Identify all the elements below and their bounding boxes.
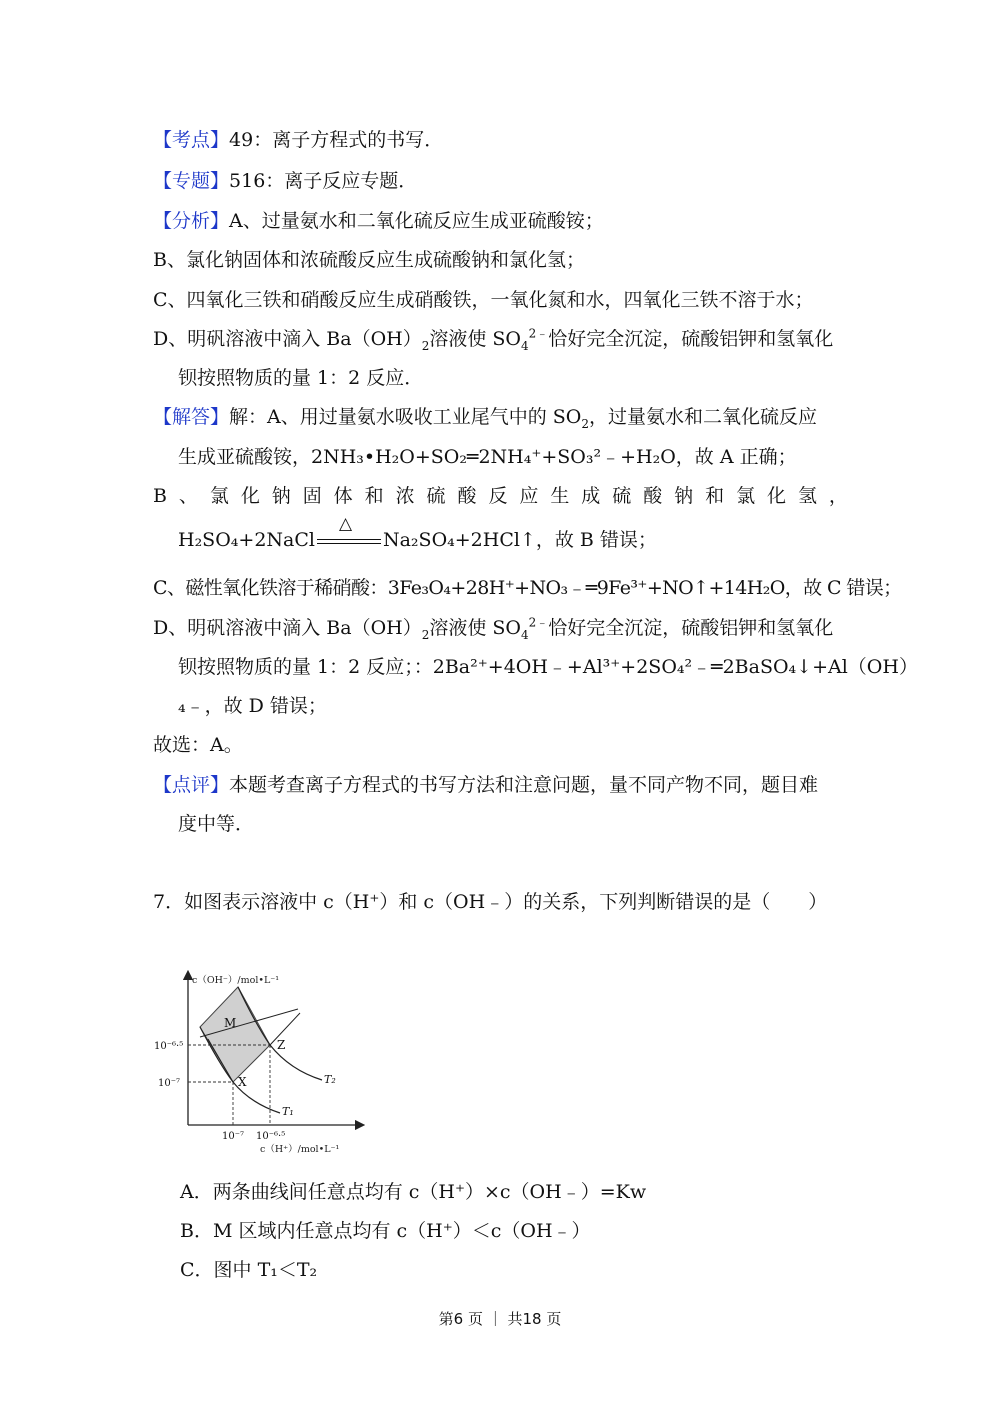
jieda-d1-sub2: 4: [521, 627, 529, 642]
fenxi-d1-sup: 2﹣: [528, 326, 549, 341]
guxuan: 故选：A。: [153, 734, 243, 756]
jieda-d2: 钡按照物质的量 1：2 反应；：2Ba²⁺+4OH﹣+Al³⁺+2SO₄²﹣═2BaSO₄↓+Al（OH）: [178, 656, 918, 678]
jieda-b1-char: 酸: [457, 485, 477, 507]
zhuanti-line: [153, 169, 417, 193]
jieda-b1-char: 和: [705, 485, 725, 507]
y-tick-low: 10⁻⁷: [158, 1078, 181, 1089]
option-c: C．图中 T₁＜T₂: [180, 1259, 318, 1281]
jieda-d1-sup: 2﹣: [528, 615, 549, 630]
jieda-b1-char: 硫: [426, 485, 446, 507]
fenxi-tag: 【分析】: [153, 210, 230, 232]
jieda-b1-char: 体: [333, 485, 353, 507]
fenxi-d-line1: [153, 327, 833, 351]
fenxi-c: C、四氧化三铁和硝酸反应生成硝酸铁，一氧化氮和水，四氧化三铁不溶于水；: [153, 289, 814, 311]
question-stem: 7．如图表示溶液中 c（H⁺）和 c（OH﹣）的关系，下列判断错误的是（ ）: [153, 891, 828, 913]
jieda-b1-char: 固: [302, 485, 322, 507]
option-b: B．M 区域内任意点均有 c（H⁺）＜c（OH﹣）: [180, 1220, 591, 1242]
zhuanti-text: 516：离子反应专题．: [229, 170, 418, 192]
x-tick-low: 10⁻⁷: [222, 1131, 245, 1142]
x-axis-label: c（H⁺）/mol•L⁻¹: [260, 1144, 340, 1155]
zhuanti-tag: 【专题】: [153, 170, 230, 192]
jieda-a2: 生成亚硫酸铵，2NH₃•H₂O+SO₂═2NH₄⁺+SO₃²﹣+H₂O，故 A 正确；: [178, 446, 797, 468]
jieda-a1-post: ，过量氨水和二氧化硫反应: [589, 406, 818, 428]
option-a: A．两条曲线间任意点均有 c（H⁺）×c（OH﹣）=Kw: [180, 1181, 647, 1203]
jieda-b1-char: 化: [767, 485, 787, 507]
jieda-b1-char: 化: [240, 485, 260, 507]
fenxi-d2: 钡按照物质的量 1：2 反应．: [178, 367, 424, 389]
dianping-line1: [153, 773, 818, 797]
jieda-d1-pre: D、明矾溶液中滴入 Ba（OH）: [153, 617, 422, 639]
jieda-a1-sub: 2: [581, 416, 590, 431]
region-m-label: M: [224, 1016, 237, 1030]
jieda-b2-left: H₂SO₄+2NaCl: [178, 529, 315, 551]
dianping-l2: 度中等．: [178, 813, 255, 835]
kaodian-text: 49：离子方程式的书写．: [229, 129, 444, 151]
jieda-b1-char: 、: [178, 485, 198, 507]
jieda-b1-char: 钠: [674, 485, 694, 507]
fenxi-b: B、氯化钠固体和浓硫酸反应生成硫酸钠和氯化氢；: [153, 249, 585, 271]
curve-t2-label: T₂: [324, 1073, 336, 1086]
y-axis-label: c（OH⁻）/mol•L⁻¹: [192, 975, 280, 986]
jieda-a1-pre: 解：A、用过量氨水吸收工业尾气中的 SO: [229, 406, 582, 428]
jieda-b1-char: 氯: [209, 485, 229, 507]
jieda-b1-char: ，: [828, 485, 848, 507]
dianping-tag: 【点评】: [153, 774, 230, 796]
jieda-d1-sub: 2: [421, 627, 430, 642]
jieda-b1-char: 生: [550, 485, 570, 507]
jieda-b1-char: B: [153, 485, 167, 507]
jieda-d-line1: [153, 616, 833, 640]
dianping-l1: 本题考查离子方程式的书写方法和注意问题，量不同产物不同，题目难: [229, 774, 819, 796]
fenxi-d1-pre: D、明矾溶液中滴入 Ba（OH）: [153, 328, 422, 350]
jieda-d3: ₄﹣，故 D 错误；: [178, 695, 327, 717]
jieda-line-a1: [153, 405, 817, 429]
jieda-c: C、磁性氧化铁溶于稀硝酸：3Fe₃O₄+28H⁺+NO₃﹣═9Fe³⁺+NO↑+14H₂O，故 C 错误；: [153, 577, 902, 599]
y-tick-high: 10⁻⁶·⁵: [154, 1041, 184, 1052]
heat-triangle-icon: △: [338, 514, 353, 534]
fenxi-d1-post: 恰好完全沉淀，硫酸铝钾和氢氧化: [548, 328, 834, 350]
jieda-b1-char: 成: [581, 485, 601, 507]
fenxi-d1-sub: 2: [421, 338, 430, 353]
equal-bar-bottom: [317, 543, 381, 544]
kaodian-tag: 【考点】: [153, 129, 230, 151]
fenxi-d1-sub2: 4: [521, 338, 529, 353]
fenxi-d1-mid: 溶液使 SO: [429, 328, 521, 350]
jieda-b1-char: 酸: [643, 485, 663, 507]
jieda-b2-right: Na₂SO₄+2HCl↑，故 B 错误；: [382, 529, 657, 551]
fenxi-a: A、过量氨水和二氧化硫反应生成亚硫酸铵；: [229, 210, 604, 232]
kw-figure: [150, 965, 375, 1165]
jieda-b1: [153, 484, 848, 508]
jieda-b1-char: 浓: [395, 485, 415, 507]
jieda-d1-mid: 溶液使 SO: [429, 617, 521, 639]
jieda-b1-char: 硫: [612, 485, 632, 507]
jieda-b1-char: 反: [488, 485, 508, 507]
jieda-b1-char: 氢: [797, 485, 817, 507]
jieda-b1-char: 钠: [271, 485, 291, 507]
point-x-label: X: [238, 1075, 247, 1089]
point-z-label: Z: [277, 1038, 286, 1052]
curve-t1-label: T₁: [282, 1105, 294, 1118]
fenxi-line-a: [153, 209, 604, 233]
x-tick-high: 10⁻⁶·⁵: [256, 1131, 286, 1142]
jieda-tag: 【解答】: [153, 406, 230, 428]
equal-bar-top: [317, 539, 381, 540]
jieda-b1-char: 和: [364, 485, 384, 507]
jieda-b1-char: 氯: [736, 485, 756, 507]
heat-condition-arrow: [315, 514, 383, 552]
jieda-b2: [178, 514, 657, 552]
jieda-d1-post: 恰好完全沉淀，硫酸铝钾和氢氧化: [548, 617, 834, 639]
kaodian-line: [153, 128, 443, 152]
page-footer: 第6 页 ｜ 共18 页: [438, 1310, 562, 1328]
jieda-b1-char: 应: [519, 485, 539, 507]
